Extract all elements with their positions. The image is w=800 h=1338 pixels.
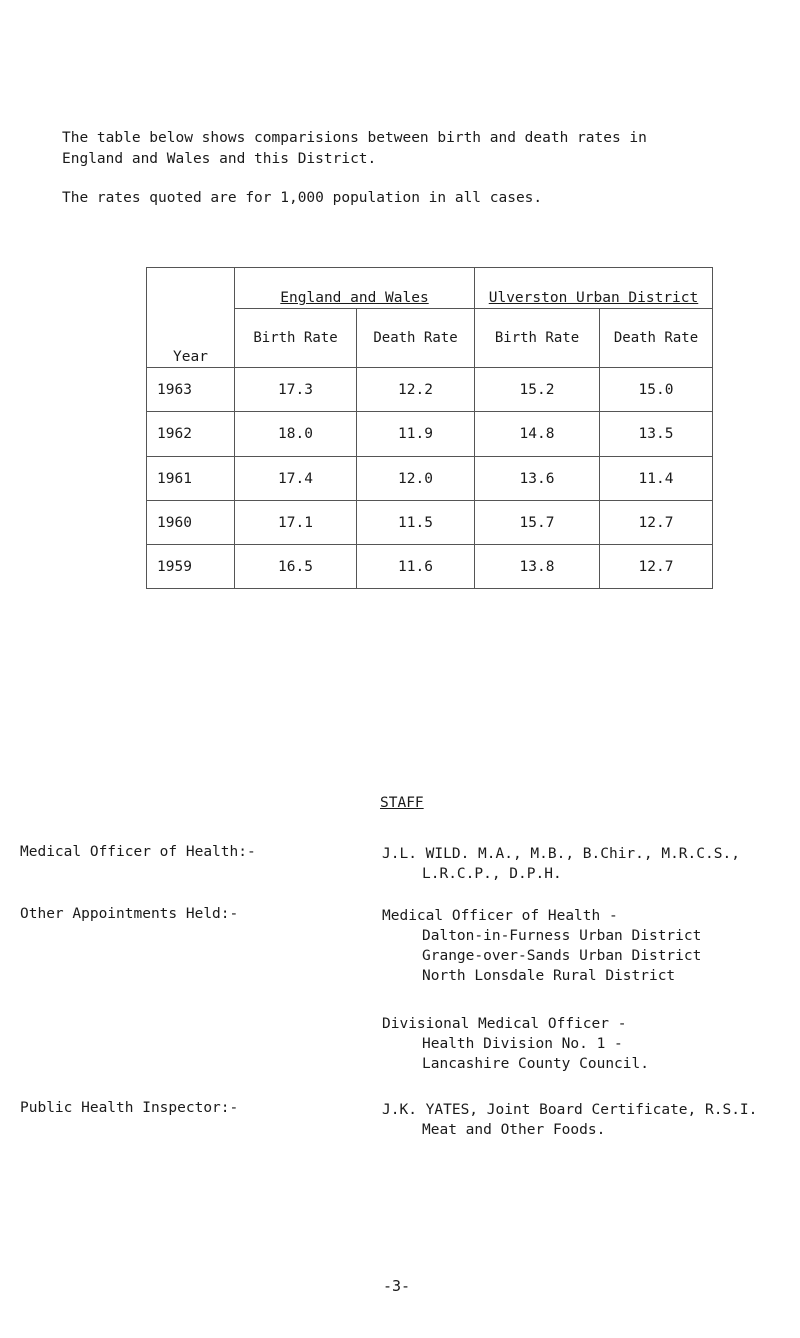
- year-cell: 1961: [147, 457, 235, 501]
- table-row: [147, 368, 713, 412]
- moh-line-1: J.L. WILD. M.A., M.B., B.Chir., M.R.C.S.,: [382, 846, 740, 862]
- ud-birth-cell: 15.7: [475, 501, 600, 545]
- ew-birth-cell: 17.1: [235, 501, 357, 545]
- year-cell: 1959: [147, 545, 235, 589]
- phi-line-1: J.K. YATES, Joint Board Certificate, R.S.I.: [382, 1102, 758, 1118]
- year-cell: 1962: [147, 412, 235, 457]
- intro-paragraph: [62, 128, 782, 170]
- divisional-line-2: Lancashire County Council.: [422, 1056, 649, 1072]
- year-cell: 1960: [147, 501, 235, 545]
- ud-birth-cell: 13.6: [475, 457, 600, 501]
- appointment-district-2: Grange-over-Sands Urban District: [422, 948, 702, 964]
- ud-death-cell: 12.7: [600, 501, 713, 545]
- intro-line-2: England and Wales and this District.: [62, 151, 377, 167]
- moh-label: Medical Officer of Health:-: [20, 844, 256, 860]
- staff-heading: STAFF: [380, 795, 424, 811]
- ulverston-header: Ulverston Urban District: [475, 268, 713, 309]
- year-header: Year: [147, 268, 235, 368]
- ew-birth-rate-header: Birth Rate: [235, 309, 357, 368]
- ud-death-cell: 13.5: [600, 412, 713, 457]
- ew-death-cell: 11.5: [357, 501, 475, 545]
- ew-death-cell: 12.2: [357, 368, 475, 412]
- phi-line-2: Meat and Other Foods.: [422, 1122, 606, 1138]
- intro-line-1: The table below shows comparisions between birth and death rates in: [62, 130, 647, 146]
- ew-birth-cell: 17.4: [235, 457, 357, 501]
- ew-birth-cell: 16.5: [235, 545, 357, 589]
- other-appointment-title: Medical Officer of Health -: [382, 908, 618, 924]
- rates-table: [146, 267, 713, 589]
- appointment-district-1: Dalton-in-Furness Urban District: [422, 928, 702, 944]
- rates-note: The rates quoted are for 1,000 population in all cases.: [62, 190, 543, 206]
- other-appointments-label: Other Appointments Held:-: [20, 906, 239, 922]
- page-number: -3-: [383, 1277, 411, 1295]
- divisional-officer-title: Divisional Medical Officer -: [382, 1016, 627, 1032]
- ew-birth-cell: 18.0: [235, 412, 357, 457]
- table-row: [147, 545, 713, 589]
- ud-death-cell: 12.7: [600, 545, 713, 589]
- ud-birth-rate-header: Birth Rate: [475, 309, 600, 368]
- ud-birth-cell: 13.8: [475, 545, 600, 589]
- ud-death-rate-header: Death Rate: [600, 309, 713, 368]
- ud-death-cell: 11.4: [600, 457, 713, 501]
- ew-death-rate-header: Death Rate: [357, 309, 475, 368]
- phi-label: Public Health Inspector:-: [20, 1100, 239, 1116]
- moh-line-2: L.R.C.P., D.P.H.: [422, 866, 562, 882]
- table-row: [147, 457, 713, 501]
- ew-death-cell: 11.9: [357, 412, 475, 457]
- table-row: [147, 412, 713, 457]
- ud-birth-cell: 15.2: [475, 368, 600, 412]
- ew-birth-cell: 17.3: [235, 368, 357, 412]
- ew-death-cell: 12.0: [357, 457, 475, 501]
- table-group-header-row: [147, 268, 713, 309]
- ud-death-cell: 15.0: [600, 368, 713, 412]
- england-wales-header: England and Wales: [235, 268, 475, 309]
- table-row: [147, 501, 713, 545]
- ud-birth-cell: 14.8: [475, 412, 600, 457]
- ew-death-cell: 11.6: [357, 545, 475, 589]
- divisional-line-1: Health Division No. 1 -: [422, 1036, 623, 1052]
- appointment-district-3: North Lonsdale Rural District: [422, 968, 676, 984]
- year-cell: 1963: [147, 368, 235, 412]
